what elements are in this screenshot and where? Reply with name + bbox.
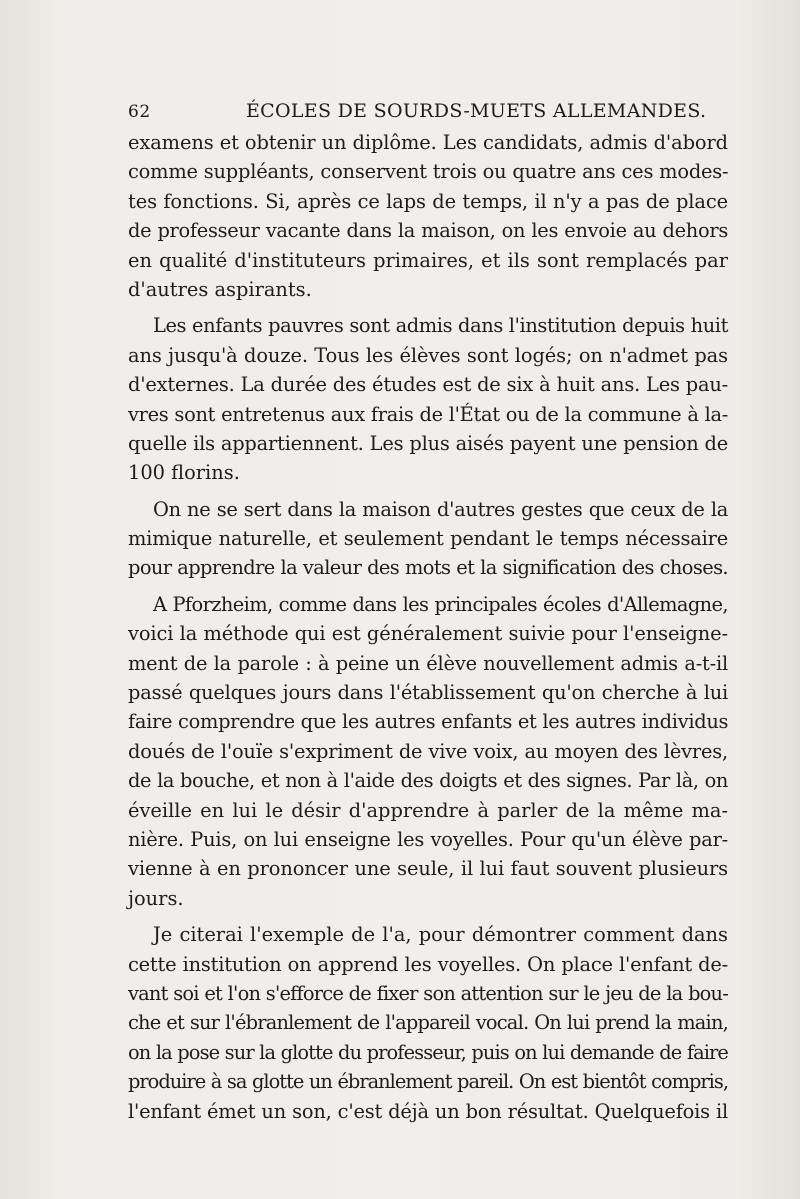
- text-line: jours.: [128, 886, 184, 910]
- text-line: mimique naturelle, et seulement pendant le temps nécessaire: [128, 527, 728, 551]
- body-text: [128, 128, 728, 1126]
- text-line: d'externes. La durée des études est de six à huit ans. Les pau-: [128, 373, 728, 397]
- text-line: vienne à en prononcer une seule, il lui faut souvent plusieurs: [128, 857, 728, 881]
- paragraph-5: [128, 920, 728, 1126]
- text-line: vres sont entretenus aux frais de l'État ou de la commune à la-: [128, 402, 728, 426]
- text-line: faire comprendre que les autres enfants et les autres individus: [128, 710, 729, 734]
- text-line: che et sur l'ébranlement de l'appareil vocal. On lui prend la main,: [128, 1011, 728, 1035]
- text-line: 100 florins.: [128, 461, 240, 485]
- text-line: Je citerai l'exemple de l'a, pour démontrer comment dans: [153, 923, 728, 947]
- paragraph-3: [128, 495, 728, 583]
- text-line: On ne se sert dans la maison d'autres gestes que ceux de la: [153, 497, 728, 521]
- paragraph-2: [128, 311, 728, 487]
- paragraph-1: [128, 128, 728, 304]
- running-title: ÉCOLES DE SOURDS-MUETS ALLEMANDES.: [246, 100, 707, 122]
- text-line: de la bouche, et non à l'aide des doigts et des signes. Par là, on: [128, 769, 728, 793]
- text-line: passé quelques jours dans l'établissement qu'on cherche à lui: [128, 681, 728, 705]
- text-line: produire à sa glotte un ébranlement pareil. On est bientôt compris,: [128, 1070, 728, 1094]
- text-line: on la pose sur la glotte du professeur, puis on lui demande de faire: [128, 1040, 728, 1064]
- text-line: A Pforzheim, comme dans les principales écoles d'Allemagne,: [153, 592, 728, 616]
- text-line: Les enfants pauvres sont admis dans l'institution depuis huit: [153, 314, 728, 338]
- text-line: voici la méthode qui est généralement suivie pour l'enseigne-: [128, 622, 728, 646]
- text-line: d'autres aspirants.: [128, 277, 312, 301]
- text-line: tes fonctions. Si, après ce laps de temps, il n'y a pas de place: [128, 189, 728, 213]
- text-line: examens et obtenir un diplôme. Les candidats, admis d'abord: [128, 131, 728, 154]
- page-header: [128, 96, 728, 130]
- text-line: nière. Puis, on lui enseigne les voyelles. Pour qu'un élève par-: [128, 827, 728, 851]
- text-line: ans jusqu'à douze. Tous les élèves sont logés; on n'admet pas: [128, 343, 728, 367]
- text-line: quelle ils appartiennent. Les plus aisés payent une pension de: [128, 431, 728, 455]
- text-line: l'enfant émet un son, c'est déjà un bon résultat. Quelquefois il: [128, 1099, 728, 1123]
- page-number: 62: [128, 102, 151, 122]
- text-line: cette institution on apprend les voyelles. On place l'enfant de-: [128, 952, 728, 976]
- text-line: comme suppléants, conservent trois ou quatre ans ces modes-: [128, 160, 729, 184]
- text-line: doués de l'ouïe s'expriment de vive voix, au moyen des lèvres,: [128, 739, 728, 763]
- paragraph-4: [128, 590, 728, 913]
- text-line: vant soi et l'on s'efforce de fixer son attention sur le jeu de la bou-: [128, 981, 728, 1005]
- text-line: pour apprendre la valeur des mots et la signification des choses.: [128, 556, 728, 580]
- text-line: ment de la parole : à peine un élève nouvellement admis a-t-il: [128, 651, 728, 675]
- text-line: de professeur vacante dans la maison, on les envoie au dehors: [128, 219, 728, 243]
- text-line: en qualité d'instituteurs primaires, et ils sont remplacés par: [128, 248, 728, 272]
- text-line: éveille en lui le désir d'apprendre à parler de la même ma-: [128, 798, 728, 822]
